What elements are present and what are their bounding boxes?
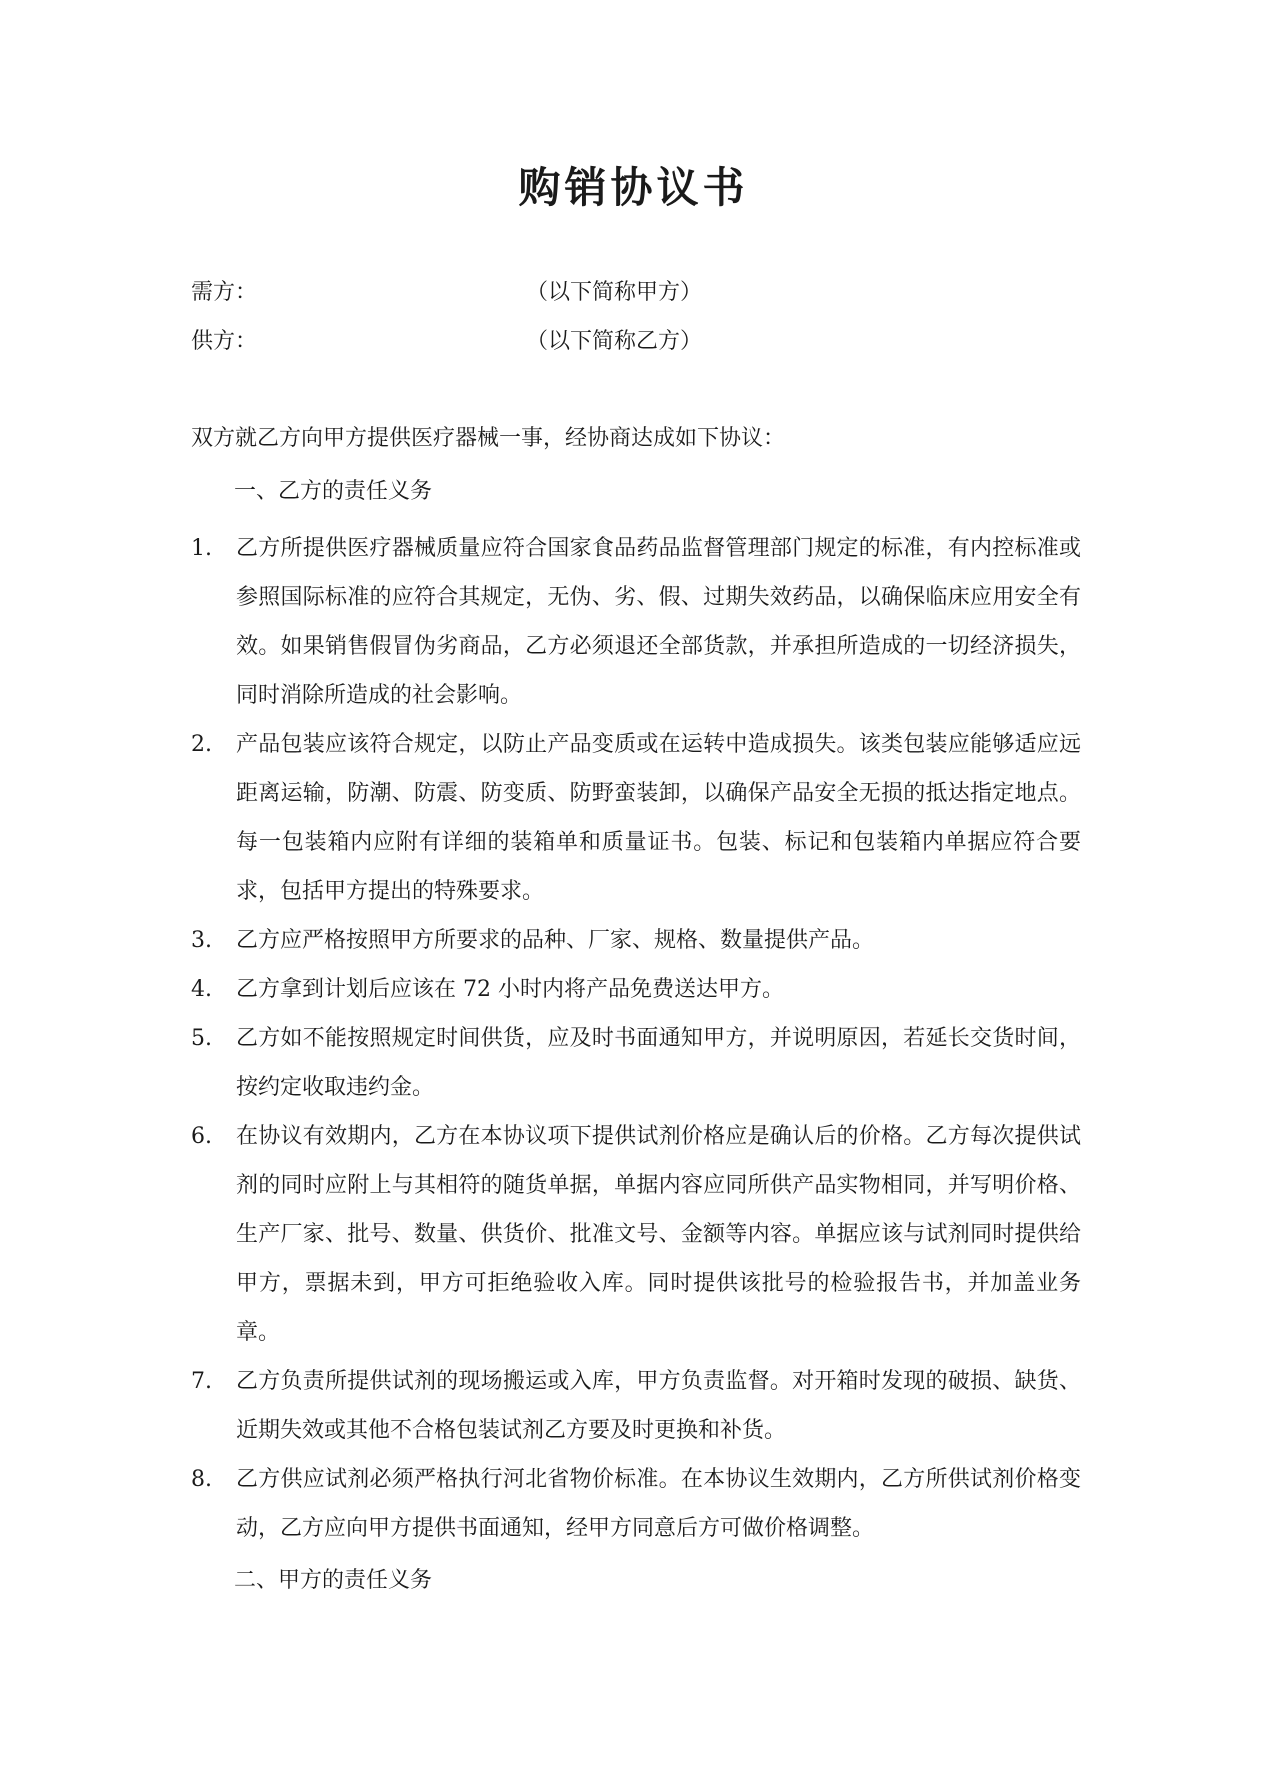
clause-item bbox=[191, 1112, 1081, 1357]
party-b-line bbox=[191, 326, 702, 358]
clause-text: 在协议有效期内，乙方在本协议项下提供试剂价格应是确认后的价格。乙方每次提供试剂的同时应附上与其相符的随货单据，单据内容应同所供产品实物相同，并写明价格、生产厂家、批号、数量、供货价、批准文号、金额等内容。单据应该与试剂同时提供给甲方，票据未到，甲方可拒绝验收入库。同时提供该批号的检验报告书，并加盖业务章。 bbox=[236, 1124, 1081, 1345]
clause-text: 乙方拿到计划后应该在 72 小时内将产品免费送达甲方。 bbox=[236, 977, 784, 1002]
clause-item bbox=[191, 965, 1081, 1014]
clause-item bbox=[191, 1014, 1081, 1112]
clause-item bbox=[191, 1455, 1081, 1553]
clause-text: 乙方应严格按照甲方所要求的品种、厂家、规格、数量提供产品。 bbox=[236, 928, 875, 953]
clause-text: 乙方所提供医疗器械质量应符合国家食品药品监督管理部门规定的标准，有内控标准或参照国际标准的应符合其规定，无伪、劣、假、过期失效药品，以确保临床应用安全有效。如果销售假冒伪劣商品，乙方必须退还全部货款，并承担所造成的一切经济损失，同时消除所造成的社会影响。 bbox=[236, 536, 1081, 708]
clause-text: 乙方负责所提供试剂的现场搬运或入库，甲方负责监督。对开箱时发现的破损、缺货、近期失效或其他不合格包装试剂乙方要及时更换和补货。 bbox=[236, 1369, 1081, 1443]
clause-number: 1. bbox=[191, 536, 212, 561]
clause-item bbox=[191, 720, 1081, 916]
clause-item bbox=[191, 1357, 1081, 1455]
party-a-note: （以下简称甲方） bbox=[526, 280, 703, 305]
clause-text: 产品包装应该符合规定，以防止产品变质或在运转中造成损失。该类包装应能够适应远距离运输，防潮、防震、防变质、防野蛮装卸，以确保产品安全无损的抵达指定地点。每一包装箱内应附有详细的装箱单和质量证书。包装、标记和包装箱内单据应符合要求，包括甲方提出的特殊要求。 bbox=[236, 732, 1081, 904]
party-b-note: （以下简称乙方） bbox=[526, 329, 703, 354]
section-heading-supplier-duties: 一、乙方的责任义务 bbox=[234, 479, 433, 504]
agreement-intro: 双方就乙方向甲方提供医疗器械一事，经协商达成如下协议： bbox=[191, 426, 786, 451]
section-heading-buyer-duties: 二、甲方的责任义务 bbox=[234, 1568, 433, 1593]
clause-number: 6. bbox=[191, 1124, 212, 1149]
clause-number: 8. bbox=[191, 1467, 212, 1492]
clause-number: 4. bbox=[191, 977, 212, 1002]
clause-number: 2. bbox=[191, 732, 212, 757]
clause-number: 5. bbox=[191, 1026, 212, 1051]
clause-text: 乙方供应试剂必须严格执行河北省物价标准。在本协议生效期内，乙方所供试剂价格变动，乙方应向甲方提供书面通知，经甲方同意后方可做价格调整。 bbox=[236, 1467, 1081, 1541]
document-title: 购销协议书 bbox=[518, 163, 749, 212]
clause-item bbox=[191, 916, 1081, 965]
clause-list bbox=[191, 524, 1081, 1553]
clause-item bbox=[191, 524, 1081, 720]
party-a-label: 需方： bbox=[191, 280, 258, 305]
clause-number: 3. bbox=[191, 928, 212, 953]
clause-text: 乙方如不能按照规定时间供货，应及时书面通知甲方，并说明原因，若延长交货时间，按约定收取违约金。 bbox=[236, 1026, 1081, 1100]
party-a-line bbox=[191, 277, 702, 309]
party-b-label: 供方： bbox=[191, 329, 258, 354]
clause-number: 7. bbox=[191, 1369, 212, 1394]
